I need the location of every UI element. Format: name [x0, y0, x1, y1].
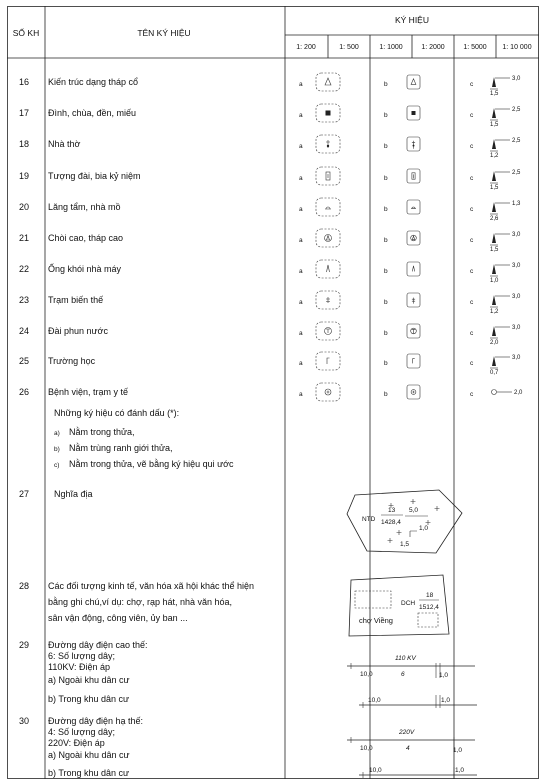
dimension-label: 10,0 — [368, 697, 381, 704]
header-name: TÊN KÝ HIỆU — [137, 28, 191, 38]
wire-count: 4 — [406, 745, 410, 752]
variant-b-school-icon — [407, 354, 420, 368]
row-name: Ống khói nhà máy — [48, 264, 122, 274]
variant-label: b — [384, 175, 388, 182]
row-line: 4: Số lượng dây; — [48, 727, 115, 737]
variant-b-temple-icon — [407, 106, 420, 120]
dimension-label: 2,6 — [490, 216, 499, 222]
variant-label: b — [384, 143, 388, 150]
dimension-label: 3,0 — [512, 325, 521, 331]
variant-label: c — [470, 237, 474, 244]
dimension-label: 1,2 — [490, 309, 499, 315]
row-name: Bệnh viện, trạm y tế — [48, 387, 129, 397]
row-number: 23 — [19, 295, 30, 305]
variant-label: c — [470, 268, 474, 275]
voltage-label: 220V — [399, 729, 415, 736]
symbol-row — [19, 135, 521, 159]
row-name: Đài phun nước — [48, 326, 108, 336]
row-name: Trường học — [48, 356, 96, 366]
row-number: 24 — [19, 326, 30, 336]
row-number: 17 — [19, 108, 30, 118]
variant-b-fountain-icon — [407, 324, 420, 338]
dimension-label: 1,5 — [400, 541, 410, 548]
variant-c-fountain-icon — [490, 325, 521, 346]
building-outline — [355, 591, 391, 608]
row-subitem: a) Ngoài khu dân cư — [48, 675, 130, 685]
dimension-label: 3,0 — [512, 263, 521, 269]
symbol-row — [19, 383, 523, 401]
low-voltage-line-symbol — [347, 729, 477, 778]
row-line: 110KV: Điện áp — [48, 662, 111, 672]
row-30 — [19, 716, 477, 778]
variant-c-school-icon — [490, 355, 521, 376]
scale-label: 1: 200 — [296, 44, 316, 51]
header-number: SỐ KH — [12, 28, 40, 38]
dimension-label: 3,0 — [512, 232, 521, 238]
variant-c-monument-icon — [490, 170, 521, 191]
note-letter: a) — [54, 430, 60, 437]
dimension-label: 10,0 — [360, 671, 373, 678]
place-label: chợ Viềng — [359, 616, 393, 625]
parcel-number: 13 — [388, 507, 396, 514]
variant-label: a — [299, 112, 303, 119]
note-block — [54, 408, 234, 469]
dimension-label: 1,5 — [490, 247, 499, 253]
row-number: 18 — [19, 139, 30, 149]
row-subitem: a) Ngoài khu dân cư — [48, 750, 130, 760]
row-name: Đình, chùa, đền, miếu — [48, 108, 137, 118]
dimension-label: 1,3 — [512, 201, 521, 207]
variant-a-chimney-icon — [316, 260, 340, 278]
variant-a-high-tower-icon — [316, 229, 340, 247]
row-name: Nghĩa địa — [54, 489, 93, 499]
variant-label: a — [299, 360, 303, 367]
row-27 — [19, 489, 462, 553]
dimension-label: 1,5 — [490, 122, 499, 128]
symbol-row — [19, 229, 521, 253]
row-number: 21 — [19, 233, 30, 243]
row-number: 16 — [19, 77, 30, 87]
row-name: Kiến trúc dạng tháp cổ — [48, 77, 139, 87]
symbol-rows — [19, 73, 523, 401]
variant-c-ancient-tower-icon — [490, 76, 521, 97]
row-number: 28 — [19, 581, 30, 591]
variant-label: c — [470, 112, 474, 119]
variant-label: c — [470, 391, 474, 398]
scale-label: 1: 2000 — [421, 44, 445, 51]
variant-a-temple-icon — [316, 104, 340, 122]
symbol-row — [19, 167, 521, 191]
row-subitem: b) Trong khu dân cư — [48, 694, 130, 704]
symbol-row — [19, 73, 521, 97]
row-line: Đường dây điện hạ thế: — [48, 716, 143, 726]
dimension-label: 3,0 — [512, 355, 521, 361]
dimension-label: 1,0 — [455, 767, 465, 774]
row-line: 6: Số lượng dây; — [48, 651, 115, 661]
row-number: 27 — [19, 489, 30, 499]
dimension-label: 3,0 — [512, 294, 521, 300]
dimension-label: 1,0 — [490, 278, 499, 284]
header-symbol: KÝ HIỆU — [394, 15, 430, 25]
row-line: sân vận động, công viên, ủy ban ... — [48, 613, 188, 623]
variant-c-hospital-icon — [492, 390, 524, 397]
variant-label: a — [299, 143, 303, 150]
dimension-label: 1,0 — [441, 697, 451, 704]
dimension-label: 5,0 — [409, 507, 419, 514]
variant-label: c — [470, 81, 474, 88]
row-line: 220V: Điện áp — [48, 738, 105, 748]
dimension-label: 1,2 — [490, 153, 499, 159]
variant-b-high-tower-icon — [407, 231, 420, 245]
variant-c-mausoleum-icon — [490, 201, 521, 222]
dimension-label: 2,5 — [512, 107, 521, 113]
variant-label: b — [384, 237, 388, 244]
dimension-label: 3,0 — [512, 76, 521, 82]
note-intro: Những ký hiệu có đánh dấu (*): — [54, 408, 180, 418]
row-number: 26 — [19, 387, 30, 397]
variant-b-church-icon — [407, 137, 420, 151]
variant-a-fountain-icon — [316, 322, 340, 340]
variant-c-church-icon — [490, 138, 521, 159]
variant-label: b — [384, 299, 388, 306]
variant-a-hospital-icon — [316, 383, 340, 401]
variant-label: b — [384, 112, 388, 119]
variant-label: c — [470, 143, 474, 150]
row-subitem: b) Trong khu dân cư — [48, 768, 130, 778]
variant-c-temple-icon — [490, 107, 521, 128]
row-number: 30 — [19, 716, 30, 726]
variant-label: c — [470, 299, 474, 306]
scale-label: 1: 10 000 — [502, 44, 532, 51]
dimension-label: 2,0 — [514, 390, 523, 396]
row-line: Đường dây điện cao thế: — [48, 640, 148, 650]
variant-label: a — [299, 81, 303, 88]
symbol-row — [19, 260, 521, 284]
variant-a-church-icon — [316, 135, 340, 153]
note-item: Nằm trong thửa, vẽ bằng ký hiệu qui ước — [69, 459, 234, 469]
dimension-label: 1,5 — [490, 91, 499, 97]
variant-label: b — [384, 360, 388, 367]
variant-a-transformer-icon — [316, 291, 340, 309]
symbol-row — [19, 104, 521, 128]
variant-a-mausoleum-icon — [316, 198, 340, 216]
variant-label: a — [299, 268, 303, 275]
variant-c-chimney-icon — [490, 263, 521, 284]
row-name: Lăng tẩm, nhà mồ — [48, 202, 121, 212]
parcel-number: 18 — [426, 592, 434, 599]
variant-label: a — [299, 299, 303, 306]
voltage-label: 110 KV — [395, 655, 416, 662]
symbol-table — [7, 6, 539, 779]
variant-a-ancient-tower-icon — [316, 73, 340, 91]
dimension-label: 1,0 — [439, 672, 449, 679]
variant-label: c — [470, 330, 474, 337]
variant-label: a — [299, 175, 303, 182]
variant-label: a — [299, 330, 303, 337]
variant-b-hospital-icon — [407, 385, 420, 399]
wire-count: 6 — [401, 671, 405, 678]
note-item: Nằm trùng ranh giới thửa, — [69, 443, 173, 453]
row-number: 29 — [19, 640, 30, 650]
high-voltage-line-symbol — [347, 655, 477, 708]
market-symbol — [349, 575, 449, 636]
variant-label: b — [384, 81, 388, 88]
row-number: 25 — [19, 356, 30, 366]
note-letter: b) — [54, 446, 60, 453]
note-item: Nằm trong thửa, — [69, 427, 135, 437]
row-name: Chòi cao, tháp cao — [48, 233, 124, 243]
variant-c-high-tower-icon — [490, 232, 521, 253]
dimension-label: 2,0 — [490, 340, 499, 346]
parcel-code: NTD — [362, 516, 376, 523]
variant-label: c — [470, 360, 474, 367]
parcel-area: 1512,4 — [419, 604, 439, 611]
variant-label: b — [384, 206, 388, 213]
row-name: Trạm biến thế — [48, 295, 104, 305]
variant-label: c — [470, 175, 474, 182]
note-letter: c) — [54, 462, 60, 469]
parcel-area: 1428,4 — [381, 519, 401, 526]
dimension-label: 1,0 — [419, 525, 429, 532]
variant-b-mausoleum-icon — [407, 200, 420, 214]
symbol-row — [19, 198, 521, 222]
parcel-code: DCH — [401, 600, 416, 607]
scale-label: 1: 500 — [339, 44, 359, 51]
dimension-label: 10,0 — [360, 745, 373, 752]
variant-b-transformer-icon — [407, 293, 420, 307]
dimension-label: 1,5 — [490, 185, 499, 191]
row-number: 20 — [19, 202, 30, 212]
row-29 — [19, 640, 477, 708]
row-name: Nhà thờ — [48, 139, 81, 149]
row-line: bằng ghi chú,ví dụ: chợ, rạp hát, nhà văn hóa, — [48, 597, 233, 607]
variant-label: a — [299, 206, 303, 213]
row-name: Tượng đài, bia kỷ niệm — [48, 171, 141, 181]
row-line: Các đối tượng kinh tế, văn hóa xã hội khác thể hiện — [48, 581, 255, 591]
row-28 — [19, 575, 449, 636]
variant-label: a — [299, 237, 303, 244]
dimension-label: 2,5 — [512, 170, 521, 176]
variant-b-monument-icon — [407, 169, 420, 183]
row-number: 19 — [19, 171, 30, 181]
symbol-row — [19, 322, 521, 346]
variant-label: c — [470, 206, 474, 213]
dimension-label: 10,0 — [369, 767, 382, 774]
variant-label: b — [384, 268, 388, 275]
variant-c-transformer-icon — [490, 294, 521, 315]
symbol-row — [19, 352, 521, 376]
dimension-label: 1,0 — [453, 747, 463, 754]
variant-label: a — [299, 391, 303, 398]
dimension-label: 2,5 — [512, 138, 521, 144]
symbol-row — [19, 291, 521, 315]
scale-label: 1: 5000 — [463, 44, 487, 51]
variant-label: b — [384, 391, 388, 398]
row-number: 22 — [19, 264, 30, 274]
variant-label: b — [384, 330, 388, 337]
variant-b-ancient-tower-icon — [407, 75, 420, 89]
variant-b-chimney-icon — [407, 262, 420, 276]
variant-a-school-icon — [316, 352, 340, 370]
dimension-label: 0,7 — [490, 370, 499, 376]
scale-label: 1: 1000 — [379, 44, 403, 51]
building-outline — [418, 613, 438, 627]
variant-a-monument-icon — [316, 167, 340, 185]
symbol-table-page — [7, 6, 539, 779]
cemetery-symbol — [347, 490, 462, 553]
